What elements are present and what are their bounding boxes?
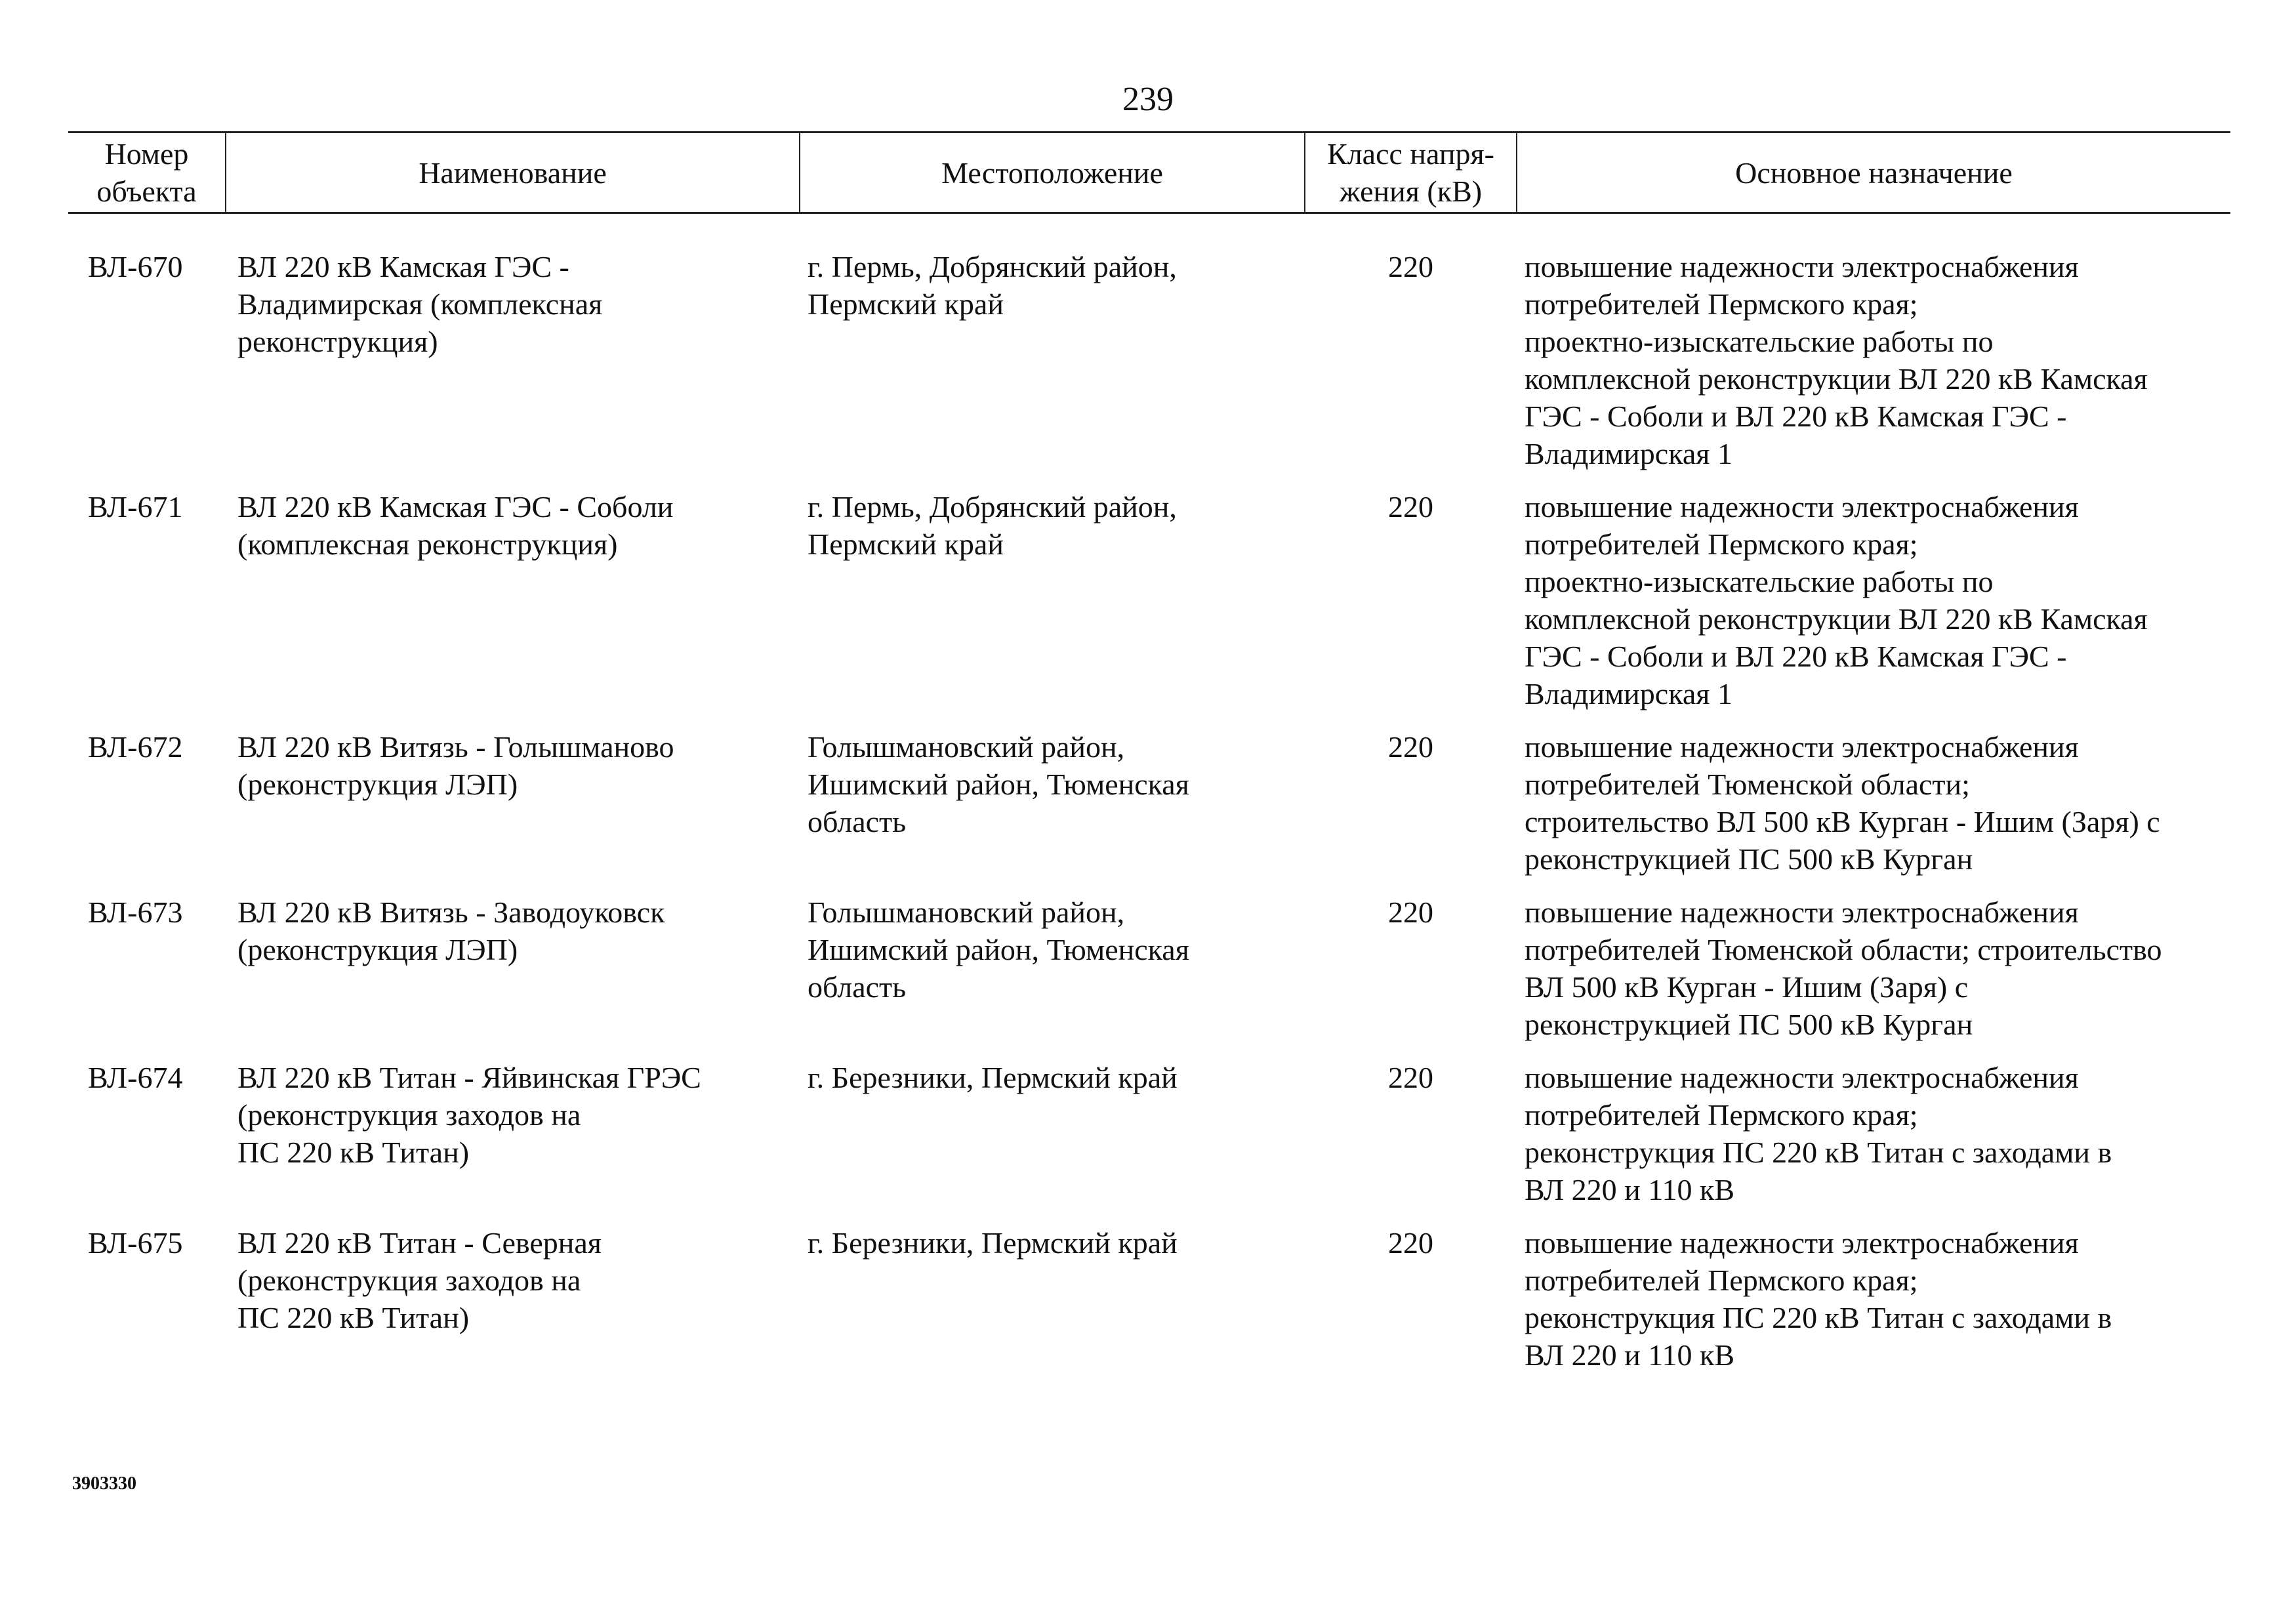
object-number: ВЛ-670 [88, 250, 183, 283]
object-name: ВЛ 220 кВ Витязь - Голышманово (реконструкция ЛЭП) [237, 730, 674, 801]
object-number: ВЛ-672 [88, 730, 183, 764]
document-code: 3903330 [72, 1473, 136, 1494]
object-number: ВЛ-675 [88, 1226, 183, 1260]
object-purpose: повышение надежности электроснабжения потребителей Пермского края; реконструкция ПС 220 кВ Титан с заходами в ВЛ 220 и 110 кВ [1525, 1226, 2112, 1372]
header-purpose: Основное назначение [1517, 133, 2230, 213]
header-name: Наименование [226, 133, 800, 213]
object-voltage: 220 [1388, 1061, 1433, 1094]
object-location: г. Пермь, Добрянский район, Пермский край [808, 490, 1177, 561]
object-number: ВЛ-674 [88, 1061, 183, 1094]
object-purpose: повышение надежности электроснабжения потребителей Пермского края; проектно-изыскательские работы по комплексной реконструкции ВЛ 220 кВ Камская ГЭС - Соболи и ВЛ 220 кВ Камская ГЭС - Владимирская 1 [1525, 250, 2148, 470]
object-location: г. Березники, Пермский край [808, 1061, 1178, 1094]
object-voltage: 220 [1388, 490, 1433, 524]
object-name: ВЛ 220 кВ Витязь - Заводоуковск (реконструкция ЛЭП) [237, 895, 665, 966]
table-row [68, 213, 2230, 489]
table-header-row [68, 133, 2230, 213]
header-location: Местоположение [800, 133, 1305, 213]
object-location: Голышмановский район, Ишимский район, Тюменская область [808, 730, 1189, 838]
object-location: Голышмановский район, Ишимский район, Тюменская область [808, 895, 1189, 1004]
table-row [68, 728, 2230, 893]
table-row [68, 1059, 2230, 1224]
object-voltage: 220 [1388, 895, 1433, 929]
object-name: ВЛ 220 кВ Титан - Северная (реконструкция заходов на ПС 220 кВ Титан) [237, 1226, 602, 1334]
object-voltage: 220 [1388, 250, 1433, 283]
object-name: ВЛ 220 кВ Титан - Яйвинская ГРЭС (реконструкция заходов на ПС 220 кВ Титан) [237, 1061, 701, 1169]
page-number: 239 [1122, 81, 1174, 118]
object-location: г. Пермь, Добрянский район, Пермский край [808, 250, 1177, 321]
object-voltage: 220 [1388, 1226, 1433, 1260]
table-row [68, 1224, 2230, 1389]
object-name: ВЛ 220 кВ Камская ГЭС - Соболи (комплексная реконструкция) [237, 490, 674, 561]
table-row [68, 488, 2230, 728]
object-name: ВЛ 220 кВ Камская ГЭС - Владимирская (комплексная реконструкция) [237, 250, 603, 358]
object-voltage: 220 [1388, 730, 1433, 764]
object-purpose: повышение надежности электроснабжения потребителей Тюменской области; строительство ВЛ 500 кВ Курган - Ишим (Заря) с реконструкцией ПС 500 кВ Курган [1525, 730, 2160, 876]
object-number: ВЛ-671 [88, 490, 183, 524]
object-purpose: повышение надежности электроснабжения потребителей Пермского края; реконструкция ПС 220 кВ Титан с заходами в ВЛ 220 и 110 кВ [1525, 1061, 2112, 1206]
object-purpose: повышение надежности электроснабжения потребителей Тюменской области; строительство ВЛ 500 кВ Курган - Ишим (Заря) с реконструкцией ПС 500 кВ Курган [1525, 895, 2162, 1041]
infrastructure-table [68, 131, 2230, 1389]
table-row [68, 893, 2230, 1059]
object-location: г. Березники, Пермский край [808, 1226, 1178, 1260]
object-purpose: повышение надежности электроснабжения потребителей Пермского края; проектно-изыскательские работы по комплексной реконструкции ВЛ 220 кВ Камская ГЭС - Соболи и ВЛ 220 кВ Камская ГЭС - Владимирская 1 [1525, 490, 2148, 710]
header-voltage: Класс напря- жения (кВ) [1305, 133, 1517, 213]
header-number: Номер объекта [68, 133, 226, 213]
object-number: ВЛ-673 [88, 895, 183, 929]
